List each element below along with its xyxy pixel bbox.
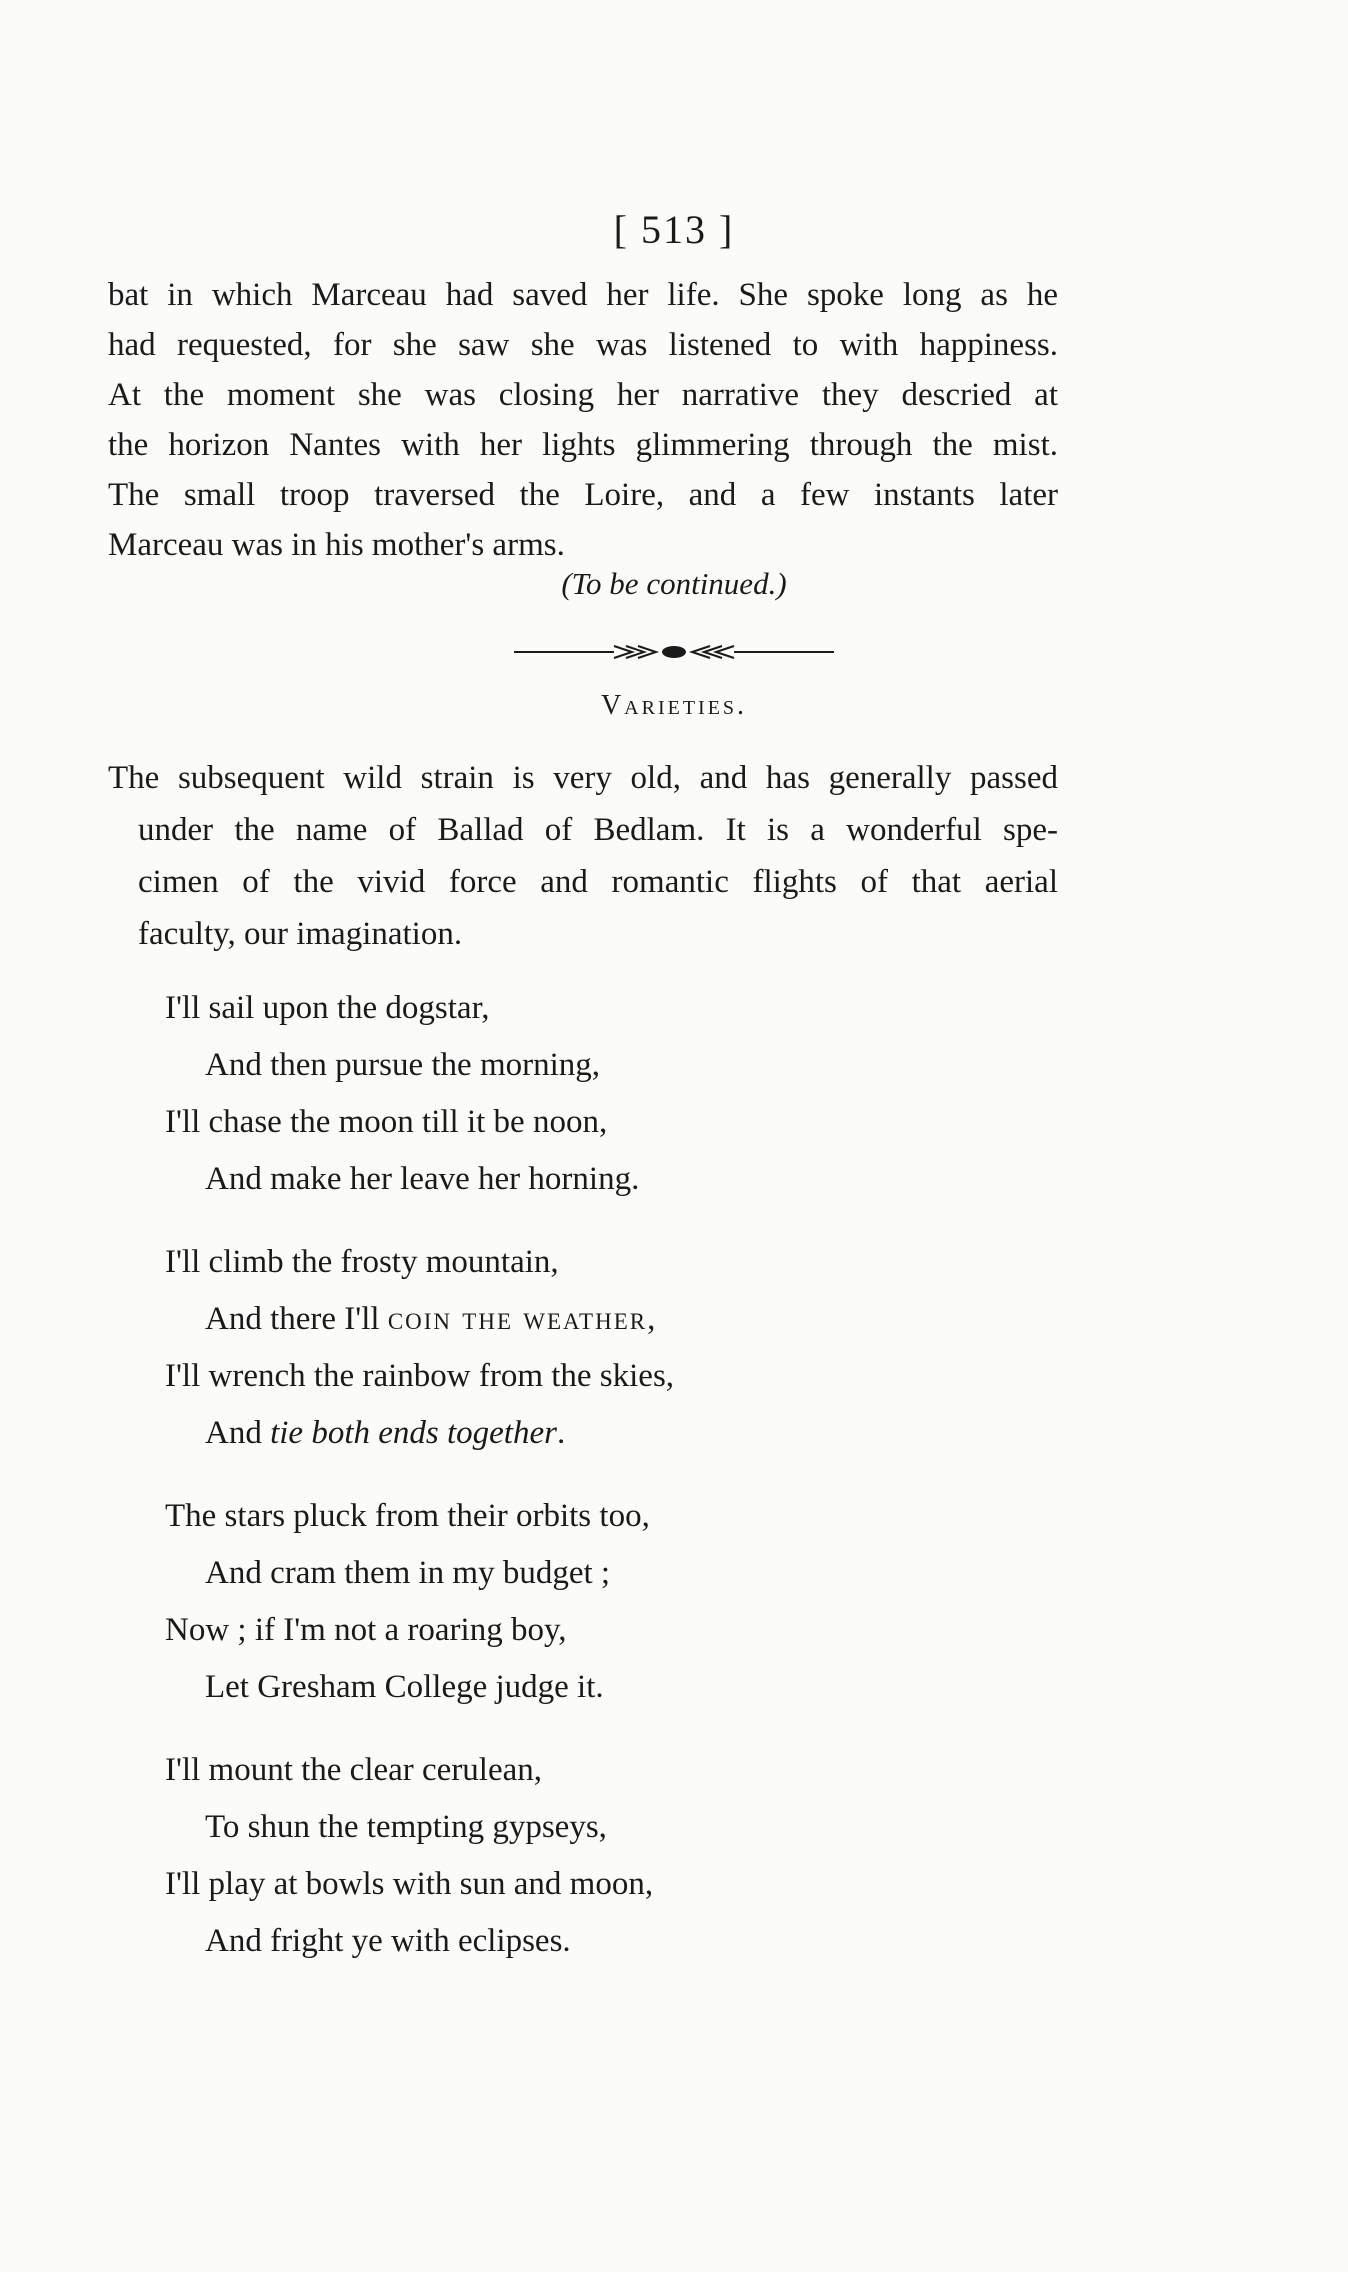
story-line: Marceau was in his mother's arms. [108, 527, 565, 563]
verse-line: I'll wrench the rainbow from the skies, [165, 1358, 675, 1394]
story-line: At the moment she was closing her narrative they descried at [108, 377, 1058, 413]
verse-line: And make her leave her horning. [205, 1161, 640, 1197]
verse-line: And then pursue the morning, [205, 1047, 601, 1083]
verse-line: And fright ye with eclipses. [205, 1923, 571, 1959]
stanza [165, 980, 674, 1208]
story-line: had requested, for she saw she was listened to with happiness. [108, 327, 1058, 363]
intro-line: faculty, our imagination. [138, 916, 463, 952]
verse-line: The stars pluck from their orbits too, [165, 1498, 650, 1534]
verse-text: And [205, 1415, 271, 1451]
to-be-continued: (To be continued.) [561, 566, 787, 601]
verse-line [165, 1291, 674, 1348]
verse-line [165, 1405, 674, 1462]
verse-line: I'll climb the frosty mountain, [165, 1244, 559, 1280]
intro-line: The subsequent wild strain is very old, and has generally passed [108, 760, 1058, 796]
ballad-of-bedlam [165, 980, 674, 1996]
verse-line: I'll sail upon the dogstar, [165, 990, 490, 1026]
verse-line: To shun the tempting gypseys, [205, 1809, 607, 1845]
ornament-divider [0, 640, 1348, 669]
verse-line: And cram them in my budget ; [205, 1555, 611, 1591]
story-line: bat in which Marceau had saved her life. She spoke long as he [108, 277, 1058, 313]
stanza [165, 1742, 674, 1970]
verse-line: Now ; if I'm not a roaring boy, [165, 1612, 567, 1648]
verse-line: Let Gresham College judge it. [205, 1669, 604, 1705]
intro-line: under the name of Ballad of Bedlam. It is a wonderful spe- [138, 812, 1058, 848]
small-caps-phrase: coin the weather [387, 1301, 648, 1337]
story-continuation [108, 270, 1058, 570]
verse-text: . [556, 1415, 566, 1451]
verse-line: I'll chase the moon till it be noon, [165, 1104, 608, 1140]
page-number: [ 513 ] [613, 207, 735, 252]
story-line: The small troop traversed the Loire, and a few instants later [108, 477, 1058, 513]
section-heading: Varieties. [600, 690, 748, 721]
stanza [165, 1234, 674, 1462]
ornament-rule-icon [514, 640, 834, 664]
verse-text: , [647, 1301, 656, 1337]
varieties-intro [108, 752, 1058, 960]
verse-text: And there I'll [205, 1301, 388, 1337]
story-line: the horizon Nantes with her lights glimmering through the mist. [108, 427, 1058, 463]
intro-line: cimen of the vivid force and romantic flights of that aerial [138, 864, 1058, 900]
verse-line: I'll play at bowls with sun and moon, [165, 1866, 654, 1902]
italic-phrase: tie both ends together [270, 1415, 557, 1451]
verse-line: I'll mount the clear cerulean, [165, 1752, 543, 1788]
stanza [165, 1488, 674, 1716]
